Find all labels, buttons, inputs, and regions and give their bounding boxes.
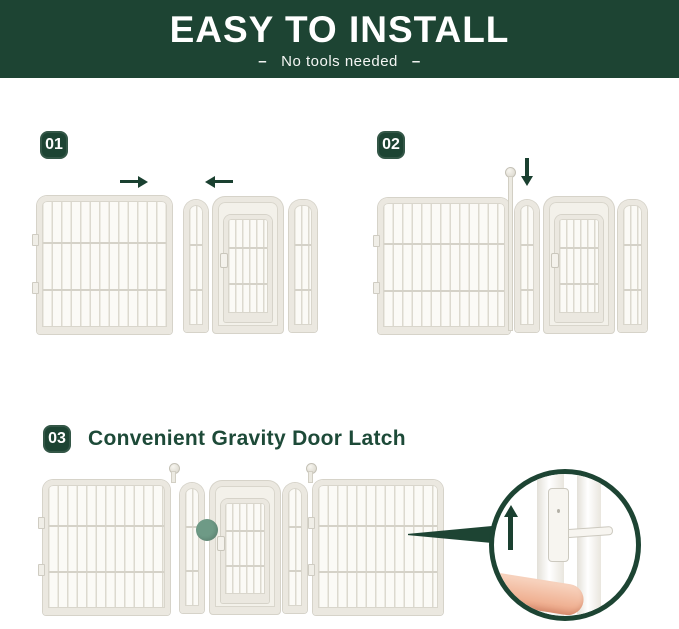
page-subtitle bbox=[0, 53, 679, 70]
fence-panel-narrow bbox=[515, 200, 539, 332]
connector-pin-rod bbox=[309, 472, 312, 482]
step-03-badge: 03 bbox=[43, 425, 71, 453]
arrow-up-icon bbox=[508, 516, 513, 550]
header-banner bbox=[0, 0, 679, 78]
connector-pin-rod bbox=[172, 472, 175, 482]
step-01-badge: 01 bbox=[40, 131, 68, 159]
fence-panel-narrow bbox=[184, 200, 208, 332]
fence-panel-narrow bbox=[283, 483, 307, 613]
fence-door bbox=[224, 215, 272, 322]
latch-location-dot bbox=[196, 519, 218, 541]
fence-door bbox=[221, 499, 269, 603]
arrow-right-icon bbox=[120, 180, 139, 183]
fence-panel-large bbox=[378, 198, 510, 334]
latch-hole bbox=[557, 509, 560, 513]
step-02-badge: 02 bbox=[377, 131, 405, 159]
fence-panel-door bbox=[210, 481, 280, 614]
arrow-down-icon bbox=[525, 158, 529, 177]
fence-panel-large bbox=[43, 480, 170, 615]
dash-left: – bbox=[258, 52, 268, 70]
fence-panel-door bbox=[544, 197, 614, 333]
fence-panel-large bbox=[37, 196, 172, 334]
fence-panel-large bbox=[313, 480, 443, 615]
connector-pin-rod bbox=[509, 177, 512, 330]
fence-panel-narrow bbox=[618, 200, 647, 332]
arrow-left-icon bbox=[214, 180, 233, 183]
fence-panel-narrow bbox=[289, 200, 317, 332]
fence-door bbox=[555, 215, 603, 322]
fence-panel-door bbox=[213, 197, 283, 333]
gravity-latch bbox=[548, 488, 569, 562]
step-03-title: Convenient Gravity Door Latch bbox=[88, 427, 406, 450]
subtitle-text: No tools needed bbox=[281, 52, 398, 70]
page-title: EASY TO INSTALL bbox=[169, 9, 510, 50]
dash-right: – bbox=[411, 52, 421, 70]
magnifier-circle bbox=[489, 469, 641, 621]
fence-panel-narrow bbox=[180, 483, 204, 613]
